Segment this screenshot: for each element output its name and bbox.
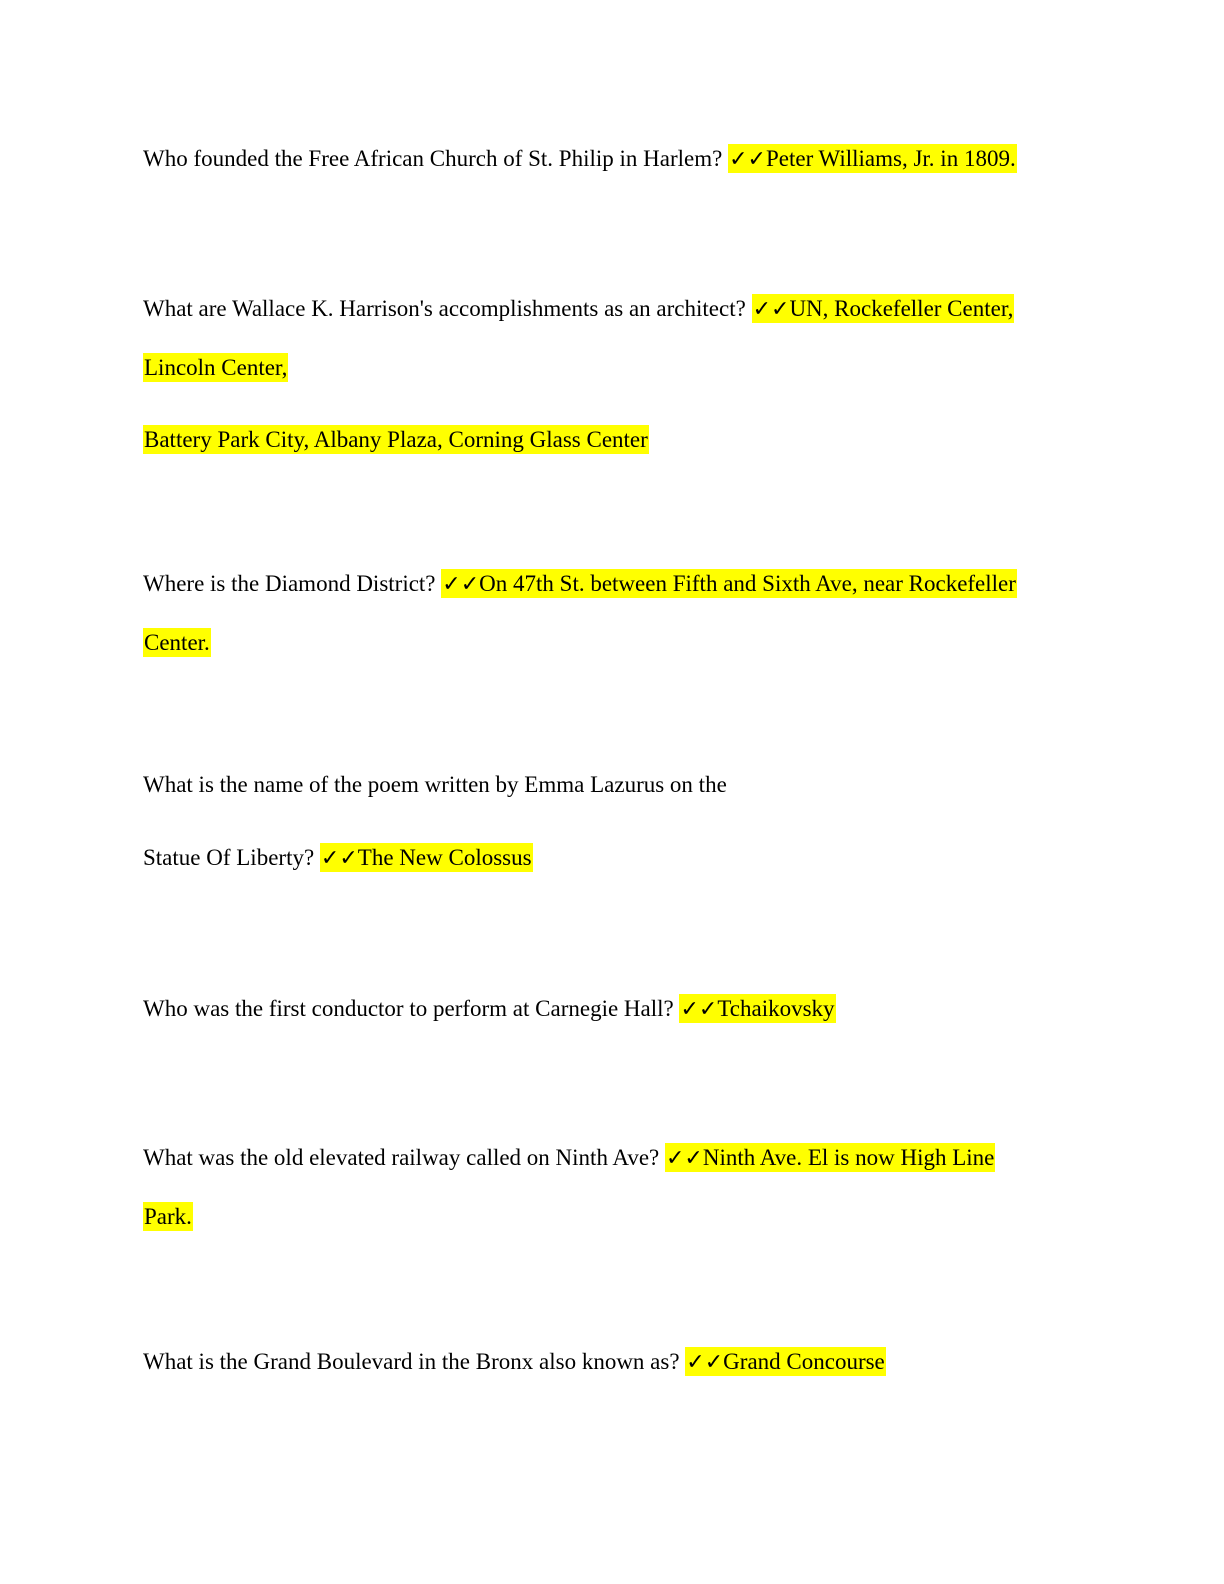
qa-item-3-continued (143, 626, 211, 660)
qa-item-2-continued (143, 351, 288, 385)
qa-item-6 (143, 1141, 995, 1176)
answer-text: Peter Williams, Jr. in 1809. (765, 146, 1016, 171)
answer-highlight (728, 144, 1017, 173)
qa-item-2-continued-2 (143, 423, 649, 457)
answer-text-line3: Battery Park City, Albany Plaza, Corning Glass Center (144, 427, 648, 452)
answer-text: On 47th St. between Fifth and Sixth Ave, near Rockefeller (479, 571, 1016, 596)
qa-item-6-continued (143, 1200, 193, 1234)
answer-text: The New Colossus (357, 845, 532, 870)
answer-highlight (685, 1347, 885, 1376)
question-text: Who founded the Free African Church of St. Philip in Harlem? (143, 146, 729, 171)
question-text: What is the Grand Boulevard in the Bronx also known as? (143, 1349, 686, 1374)
question-text: Who was the first conductor to perform at Carnegie Hall? (143, 996, 680, 1021)
answer-highlight (320, 843, 533, 872)
qa-item-3 (143, 567, 1017, 602)
double-check-icon: ✓✓ (666, 1146, 703, 1171)
question-text: What is the name of the poem written by Emma Lazurus on the (143, 772, 727, 797)
double-check-icon: ✓✓ (752, 297, 790, 322)
question-text: What was the old elevated railway called on Ninth Ave? (143, 1145, 665, 1170)
qa-item-4 (143, 768, 727, 802)
answer-highlight (665, 1143, 995, 1172)
question-text-line2: Statue Of Liberty? (143, 845, 320, 870)
double-check-icon: ✓✓ (442, 572, 480, 597)
double-check-icon: ✓✓ (729, 147, 766, 172)
question-text: What are Wallace K. Harrison's accomplishments as an architect? (143, 296, 752, 321)
qa-item-2 (143, 292, 1014, 327)
answer-text: Tchaikovsky (717, 996, 835, 1021)
double-check-icon: ✓✓ (320, 846, 358, 871)
double-check-icon: ✓✓ (680, 997, 718, 1022)
qa-item-5 (143, 992, 836, 1027)
question-text: Where is the Diamond District? (143, 571, 442, 596)
answer-highlight (752, 294, 1015, 323)
qa-item-7 (143, 1345, 886, 1380)
qa-item-1 (143, 142, 1017, 177)
answer-highlight (679, 994, 835, 1023)
double-check-icon: ✓✓ (686, 1350, 724, 1375)
answer-text-line2: Center. (144, 630, 210, 655)
answer-text-line2: Lincoln Center, (144, 355, 288, 380)
answer-highlight (441, 569, 1017, 598)
answer-text-line2: Park. (144, 1204, 192, 1229)
answer-text: Ninth Ave. El is now High Line (702, 1145, 995, 1170)
answer-text: Grand Concourse (723, 1349, 885, 1374)
qa-item-4-continued (143, 841, 533, 876)
answer-text: UN, Rockefeller Center, (789, 296, 1014, 321)
